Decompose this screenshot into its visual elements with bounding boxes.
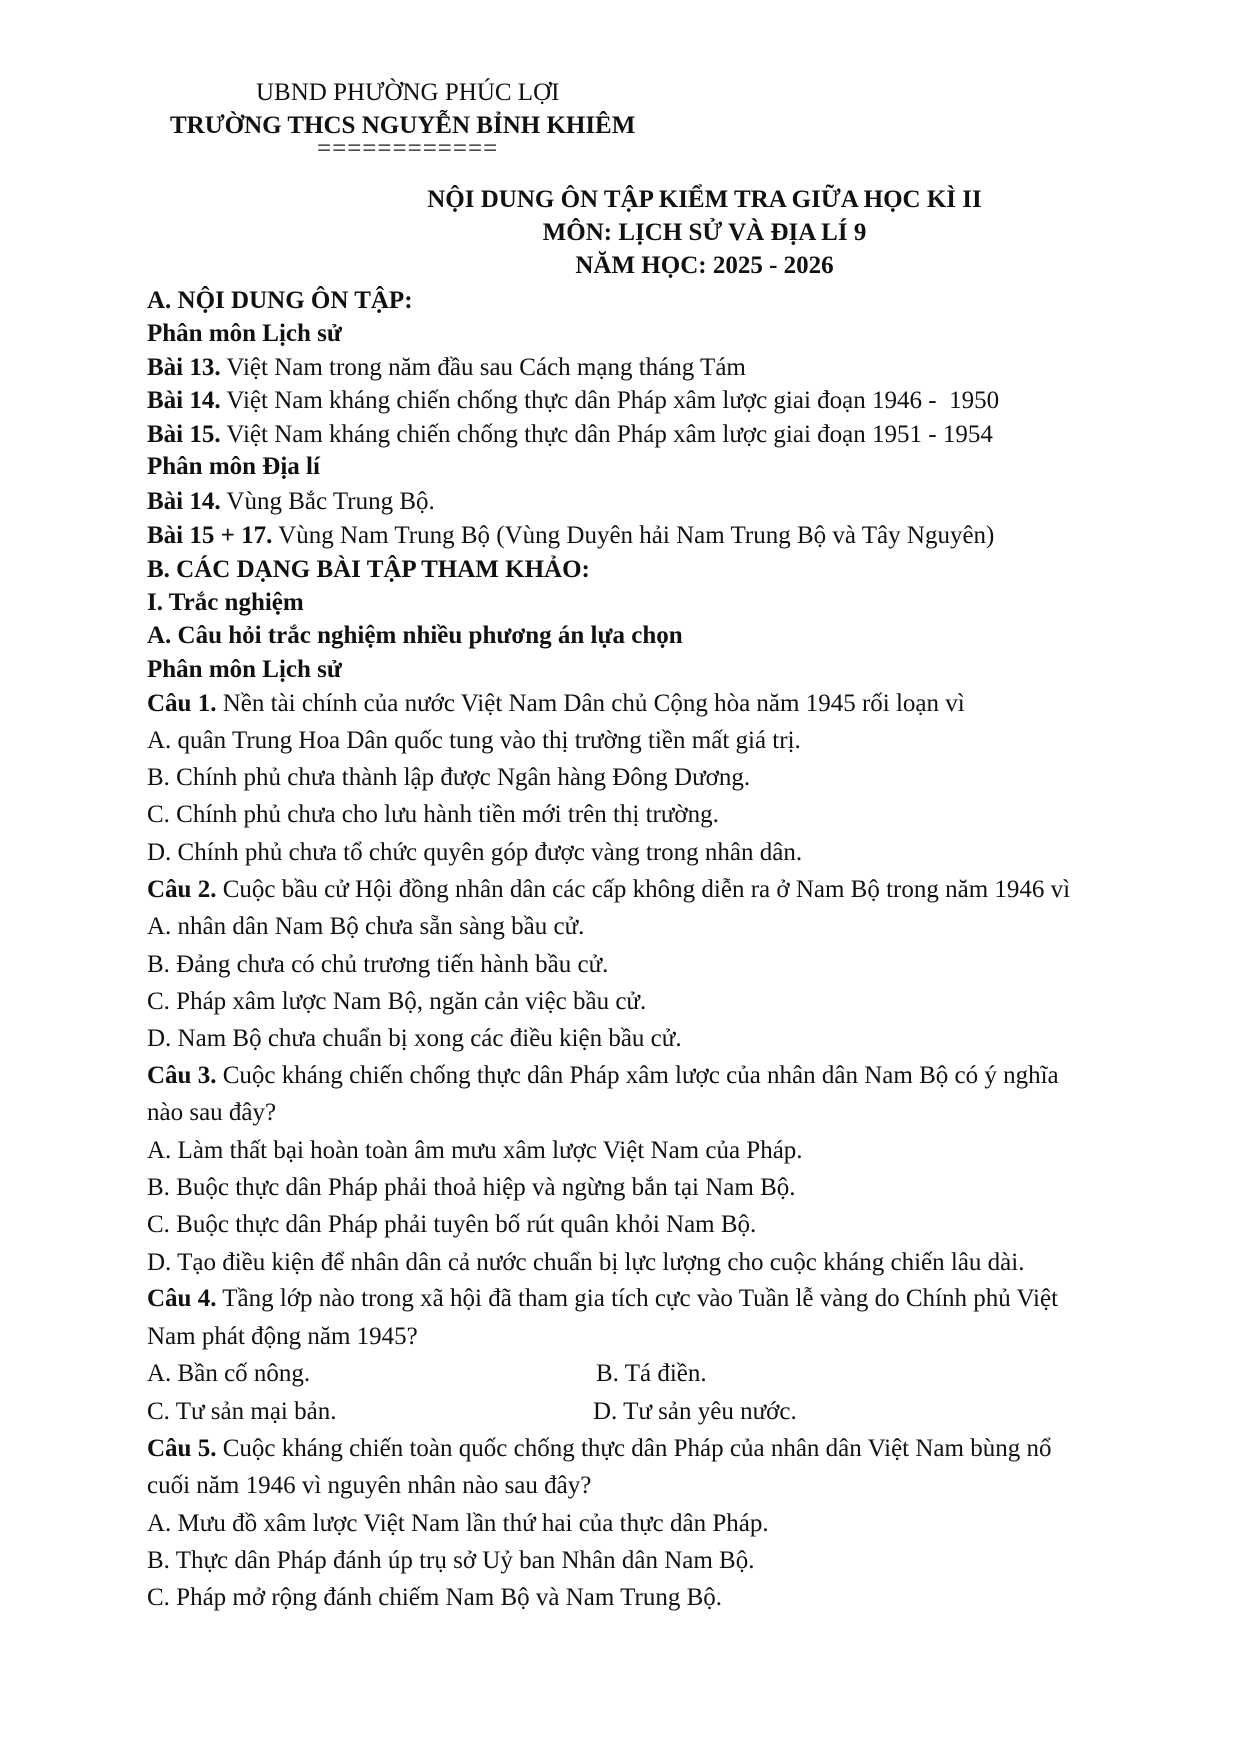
answer-option: A. Làm thất bại hoàn toàn âm mưu xâm lược Việt Nam của Pháp.	[147, 1137, 803, 1164]
section-b-heading: B. CÁC DẠNG BÀI TẬP THAM KHẢO:	[147, 556, 590, 583]
lesson-line	[147, 521, 994, 551]
question-text-continued: cuối năm 1946 vì nguyên nhân nào sau đây?	[147, 1472, 592, 1499]
answer-option: B. Tá điền.	[596, 1360, 707, 1387]
answer-option: B. Đảng chưa có chủ trương tiến hành bầu cử.	[147, 951, 609, 978]
lesson-label: Bài 14.	[147, 488, 221, 515]
answer-option: D. Tư sản yêu nước.	[593, 1398, 797, 1425]
history-heading: Phân môn Lịch sử	[147, 320, 342, 347]
answer-option: C. Pháp mở rộng đánh chiếm Nam Bộ và Nam Trung Bộ.	[147, 1584, 722, 1611]
lesson-text: Việt Nam kháng chiến chống thực dân Pháp xâm lược giai đoạn 1946 - 1950	[220, 387, 1000, 414]
answer-option: B. Buộc thực dân Pháp phải thoả hiệp và ngừng bắn tại Nam Bộ.	[147, 1174, 796, 1201]
part-1-heading: I. Trắc nghiệm	[147, 589, 304, 616]
question-stem	[147, 1061, 1059, 1091]
answer-option: D. Tạo điều kiện để nhân dân cả nước chuẩn bị lực lượng cho cuộc kháng chiến lâu dài.	[147, 1249, 1025, 1276]
answer-option: C. Tư sản mại bản.	[147, 1398, 337, 1425]
lesson-label: Bài 15 + 17.	[147, 522, 273, 549]
question-stem	[147, 1284, 1058, 1314]
question-stem	[147, 1434, 1051, 1464]
lesson-label: Bài 13.	[147, 354, 221, 381]
answer-option: C. Pháp xâm lược Nam Bộ, ngăn cản việc bầu cử.	[147, 988, 647, 1015]
doc-title-line3: NĂM HỌC: 2025 - 2026	[575, 252, 834, 279]
answer-option: A. Mưu đồ xâm lược Việt Nam lần thứ hai của thực dân Pháp.	[147, 1510, 769, 1537]
answer-option: B. Thực dân Pháp đánh úp trụ sở Uỷ ban Nhân dân Nam Bộ.	[147, 1547, 755, 1574]
question-text: Tầng lớp nào trong xã hội đã tham gia tích cực vào Tuần lễ vàng do Chính phủ Việt	[216, 1285, 1059, 1312]
question-text: Cuộc kháng chiến chống thực dân Pháp xâm lược của nhân dân Nam Bộ có ý nghĩa	[216, 1062, 1059, 1089]
answer-option: B. Chính phủ chưa thành lập được Ngân hàng Đông Dương.	[147, 764, 751, 791]
lesson-line	[147, 353, 746, 383]
section-a-heading: A. NỘI DUNG ÔN TẬP:	[147, 287, 413, 314]
answer-option: D. Chính phủ chưa tổ chức quyên góp được vàng trong nhân dân.	[147, 839, 803, 866]
lesson-text: Vùng Bắc Trung Bộ.	[220, 488, 435, 515]
lesson-line	[147, 420, 993, 450]
header-org: UBND PHƯỜNG PHÚC LỢI	[256, 79, 560, 106]
question-label: Câu 2.	[147, 876, 217, 903]
subject-heading: Phân môn Lịch sử	[147, 656, 342, 683]
doc-title-line1: NỘI DUNG ÔN TẬP KIỂM TRA GIỮA HỌC KÌ II	[427, 186, 982, 213]
header-school: TRƯỜNG THCS NGUYỄN BỈNH KHIÊM	[170, 112, 636, 139]
lesson-label: Bài 15.	[147, 421, 221, 448]
answer-option: C. Chính phủ chưa cho lưu hành tiền mới trên thị trường.	[147, 801, 719, 828]
question-text-continued: Nam phát động năm 1945?	[147, 1323, 418, 1350]
geography-heading: Phân môn Địa lí	[147, 453, 320, 480]
question-text: Cuộc kháng chiến toàn quốc chống thực dân Pháp của nhân dân Việt Nam bùng nổ	[216, 1435, 1052, 1462]
answer-option: A. Bần cố nông.	[147, 1360, 311, 1387]
question-label: Câu 4.	[147, 1285, 217, 1312]
lesson-text: Việt Nam trong năm đầu sau Cách mạng tháng Tám	[220, 354, 746, 381]
doc-title-line2: MÔN: LỊCH SỬ VÀ ĐỊA LÍ 9	[542, 219, 867, 246]
answer-option: D. Nam Bộ chưa chuẩn bị xong các điều kiện bầu cử.	[147, 1025, 682, 1052]
answer-option: A. quân Trung Hoa Dân quốc tung vào thị trường tiền mất giá trị.	[147, 727, 801, 754]
question-label: Câu 5.	[147, 1435, 217, 1462]
lesson-text: Việt Nam kháng chiến chống thực dân Pháp xâm lược giai đoạn 1951 - 1954	[220, 421, 993, 448]
question-stem	[147, 689, 965, 719]
answer-option: C. Buộc thực dân Pháp phải tuyên bố rút quân khỏi Nam Bộ.	[147, 1211, 757, 1238]
part-a-heading: A. Câu hỏi trắc nghiệm nhiều phương án lựa chọn	[147, 622, 683, 649]
question-stem	[147, 875, 1070, 905]
question-label: Câu 1.	[147, 690, 217, 717]
lesson-label: Bài 14.	[147, 387, 221, 414]
lesson-line	[147, 487, 435, 517]
question-text: Nền tài chính của nước Việt Nam Dân chủ Cộng hòa năm 1945 rối loạn vì	[216, 690, 965, 717]
question-text: Cuộc bầu cử Hội đồng nhân dân các cấp không diễn ra ở Nam Bộ trong năm 1946 vì	[216, 876, 1071, 903]
question-text-continued: nào sau đây?	[147, 1099, 277, 1126]
lesson-text: Vùng Nam Trung Bộ (Vùng Duyên hải Nam Trung Bộ và Tây Nguyên)	[272, 522, 995, 549]
header-separator: ============	[317, 135, 499, 162]
answer-option: A. nhân dân Nam Bộ chưa sẵn sàng bầu cử.	[147, 913, 585, 940]
question-label: Câu 3.	[147, 1062, 217, 1089]
lesson-line	[147, 386, 999, 416]
